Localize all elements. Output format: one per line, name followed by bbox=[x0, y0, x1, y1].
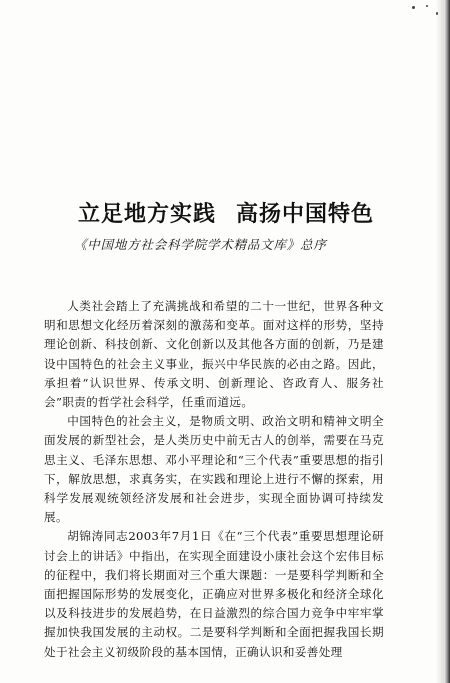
scan-speck bbox=[412, 6, 415, 9]
book-spine-edge bbox=[444, 0, 450, 683]
page-gutter-shadow bbox=[436, 0, 444, 683]
paragraph: 人类社会踏上了充满挑战和希望的二十一世纪，世界各种文明和思想文化经历着深刻的激荡和变革。面对这样的形势，坚持理论创新、科技创新、文化创新以及其他各方面的创新，乃是建设中国特色的社会主义事业，振兴中华民族的必由之路。因此，承担着“认识世界、传承文明、创新理论、咨政育人、服务社会”职责的哲学社会科学，任重而道远。 bbox=[44, 299, 384, 410]
body-text bbox=[44, 297, 384, 662]
title-part-one: 立足地方实践 bbox=[78, 201, 217, 227]
page-title bbox=[78, 201, 418, 227]
page-subtitle: 《中国地方社会科学院学术精品文库》总序 bbox=[74, 237, 327, 252]
paragraph: 中国特色的社会主义，是物质文明、政治文明和精神文明全面发展的新型社会，是人类历史中前无古人的创举，需要在马克思主义、毛泽东思想、邓小平理论和“三个代表”重要思想的指引下，解放思想，求真务实，在实践和理论上进行不懈的探索，用科学发展观统领经济发展和社会进步，实现全面协调可持续发展。 bbox=[44, 414, 384, 525]
title-part-two: 高扬中国特色 bbox=[236, 201, 375, 227]
paragraph: 胡锦涛同志2003年7月1日《在“三个代表”重要思想理论研讨会上的讲话》中指出，在实现全面建设小康社会这个宏伟目标的征程中，我们将长期面对三个重大课题：一是要科学判断和全面把握国际形势的发展变化，正确应对世界多极化和经济全球化以及科技进步的发展趋势，在日益激烈的综合国力竞争中牢牢掌握加快我国发展的主动权。二是要科学判断和全面把握我国长期处于社会主义初级阶段的基本国情，正确认识和妥善处理 bbox=[44, 529, 384, 659]
scan-speck bbox=[426, 5, 428, 7]
scan-speck bbox=[436, 12, 438, 15]
